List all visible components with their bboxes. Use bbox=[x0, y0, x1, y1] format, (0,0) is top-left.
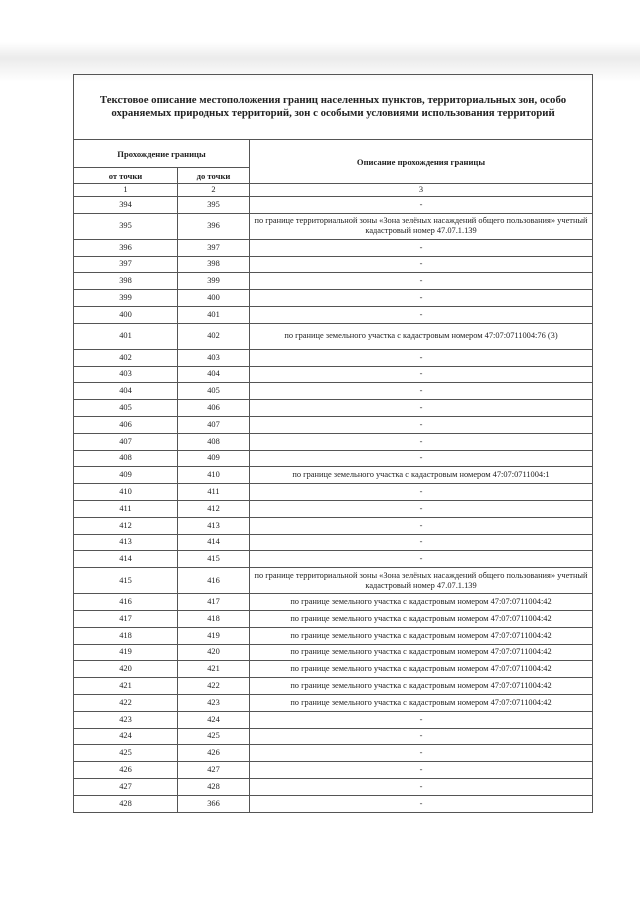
point-to-cell: 414 bbox=[178, 534, 250, 551]
table-row bbox=[74, 762, 593, 779]
point-to-cell: 399 bbox=[178, 273, 250, 290]
point-to-cell: 412 bbox=[178, 500, 250, 517]
table-row bbox=[74, 273, 593, 290]
point-from-cell: 423 bbox=[74, 711, 178, 728]
point-from-cell: 396 bbox=[74, 239, 178, 256]
point-from-cell: 427 bbox=[74, 778, 178, 795]
point-from-cell: 399 bbox=[74, 290, 178, 307]
table-row bbox=[74, 728, 593, 745]
table-row bbox=[74, 383, 593, 400]
table-row bbox=[74, 627, 593, 644]
description-cell: - bbox=[250, 534, 593, 551]
point-to-cell: 416 bbox=[178, 568, 250, 594]
point-from-cell: 420 bbox=[74, 661, 178, 678]
description-cell: по границе территориальной зоны «Зона зелёных насаждений общего пользования» учетный кадастровый номер 47.07.1.139 bbox=[250, 568, 593, 594]
point-from-cell: 403 bbox=[74, 366, 178, 383]
point-from-cell: 406 bbox=[74, 416, 178, 433]
description-cell: - bbox=[250, 711, 593, 728]
description-cell: - bbox=[250, 239, 593, 256]
point-to-cell: 400 bbox=[178, 290, 250, 307]
point-from-cell: 400 bbox=[74, 306, 178, 323]
table-row bbox=[74, 517, 593, 534]
point-to-cell: 426 bbox=[178, 745, 250, 762]
description-cell: по границе земельного участка с кадастровым номером 47:07:0711004:42 bbox=[250, 644, 593, 661]
boundary-description-table bbox=[73, 74, 593, 813]
table-row bbox=[74, 778, 593, 795]
point-to-cell: 396 bbox=[178, 213, 250, 239]
point-from-cell: 418 bbox=[74, 627, 178, 644]
description-cell: - bbox=[250, 745, 593, 762]
point-to-cell: 427 bbox=[178, 762, 250, 779]
point-to-cell: 397 bbox=[178, 239, 250, 256]
point-to-cell: 428 bbox=[178, 778, 250, 795]
table-row bbox=[74, 594, 593, 611]
table-row bbox=[74, 239, 593, 256]
point-to-cell: 402 bbox=[178, 323, 250, 349]
description-cell: - bbox=[250, 517, 593, 534]
point-from-cell: 409 bbox=[74, 467, 178, 484]
table-row bbox=[74, 197, 593, 214]
point-from-cell: 415 bbox=[74, 568, 178, 594]
table-row bbox=[74, 290, 593, 307]
column-number-2: 2 bbox=[178, 184, 250, 197]
table-row bbox=[74, 450, 593, 467]
table-row bbox=[74, 745, 593, 762]
point-from-cell: 402 bbox=[74, 349, 178, 366]
description-cell: - bbox=[250, 306, 593, 323]
point-to-cell: 408 bbox=[178, 433, 250, 450]
point-from-cell: 407 bbox=[74, 433, 178, 450]
description-cell: по границе земельного участка с кадастровым номером 47:07:0711004:42 bbox=[250, 678, 593, 695]
description-cell: - bbox=[250, 416, 593, 433]
table-row bbox=[74, 644, 593, 661]
description-cell: - bbox=[250, 256, 593, 273]
table-row bbox=[74, 433, 593, 450]
point-to-cell: 405 bbox=[178, 383, 250, 400]
description-cell: - bbox=[250, 762, 593, 779]
description-cell: - bbox=[250, 197, 593, 214]
description-cell: - bbox=[250, 795, 593, 812]
description-cell: - bbox=[250, 366, 593, 383]
description-cell: по границе земельного участка с кадастровым номером 47:07:0711004:42 bbox=[250, 627, 593, 644]
point-to-cell: 409 bbox=[178, 450, 250, 467]
point-to-cell: 404 bbox=[178, 366, 250, 383]
description-cell: - bbox=[250, 778, 593, 795]
point-to-cell: 424 bbox=[178, 711, 250, 728]
point-from-cell: 414 bbox=[74, 551, 178, 568]
table-row bbox=[74, 416, 593, 433]
table-row bbox=[74, 256, 593, 273]
description-cell: - bbox=[250, 728, 593, 745]
point-to-cell: 401 bbox=[178, 306, 250, 323]
header-description: Описание прохождения границы bbox=[250, 140, 593, 184]
table-row bbox=[74, 711, 593, 728]
point-from-cell: 425 bbox=[74, 745, 178, 762]
description-cell: - bbox=[250, 273, 593, 290]
description-cell: по границе земельного участка с кадастровым номером 47:07:0711004:76 (3) bbox=[250, 323, 593, 349]
point-to-cell: 411 bbox=[178, 484, 250, 501]
point-from-cell: 421 bbox=[74, 678, 178, 695]
table-row bbox=[74, 694, 593, 711]
column-number-3: 3 bbox=[250, 184, 593, 197]
point-from-cell: 424 bbox=[74, 728, 178, 745]
point-to-cell: 403 bbox=[178, 349, 250, 366]
point-to-cell: 366 bbox=[178, 795, 250, 812]
table-row bbox=[74, 467, 593, 484]
table-row bbox=[74, 366, 593, 383]
table-row bbox=[74, 484, 593, 501]
description-cell: - bbox=[250, 551, 593, 568]
point-from-cell: 426 bbox=[74, 762, 178, 779]
point-from-cell: 394 bbox=[74, 197, 178, 214]
point-from-cell: 395 bbox=[74, 213, 178, 239]
table-row bbox=[74, 323, 593, 349]
point-from-cell: 411 bbox=[74, 500, 178, 517]
point-to-cell: 425 bbox=[178, 728, 250, 745]
point-to-cell: 395 bbox=[178, 197, 250, 214]
point-to-cell: 413 bbox=[178, 517, 250, 534]
point-from-cell: 398 bbox=[74, 273, 178, 290]
description-cell: по границе земельного участка с кадастровым номером 47:07:0711004:1 bbox=[250, 467, 593, 484]
point-from-cell: 401 bbox=[74, 323, 178, 349]
document-title: Текстовое описание местоположения границ населенных пунктов, территориальных зон, особо охраняемых природных территорий, зон с особыми условиями использования территорий bbox=[74, 75, 593, 140]
point-to-cell: 410 bbox=[178, 467, 250, 484]
table-row bbox=[74, 661, 593, 678]
description-cell: - bbox=[250, 290, 593, 307]
description-cell: - bbox=[250, 500, 593, 517]
point-to-cell: 422 bbox=[178, 678, 250, 695]
description-cell: - bbox=[250, 484, 593, 501]
description-cell: - bbox=[250, 400, 593, 417]
table-row bbox=[74, 678, 593, 695]
column-number-1: 1 bbox=[74, 184, 178, 197]
table-row bbox=[74, 400, 593, 417]
description-cell: - bbox=[250, 349, 593, 366]
point-to-cell: 415 bbox=[178, 551, 250, 568]
point-from-cell: 419 bbox=[74, 644, 178, 661]
description-cell: - bbox=[250, 433, 593, 450]
point-to-cell: 406 bbox=[178, 400, 250, 417]
point-from-cell: 410 bbox=[74, 484, 178, 501]
point-to-cell: 407 bbox=[178, 416, 250, 433]
point-to-cell: 420 bbox=[178, 644, 250, 661]
description-cell: - bbox=[250, 383, 593, 400]
point-from-cell: 413 bbox=[74, 534, 178, 551]
description-cell: по границе земельного участка с кадастровым номером 47:07:0711004:42 bbox=[250, 661, 593, 678]
description-cell: - bbox=[250, 450, 593, 467]
description-cell: по границе земельного участка с кадастровым номером 47:07:0711004:42 bbox=[250, 594, 593, 611]
table-row bbox=[74, 610, 593, 627]
table-row bbox=[74, 568, 593, 594]
point-from-cell: 417 bbox=[74, 610, 178, 627]
point-to-cell: 421 bbox=[178, 661, 250, 678]
point-from-cell: 412 bbox=[74, 517, 178, 534]
table-row bbox=[74, 500, 593, 517]
point-from-cell: 422 bbox=[74, 694, 178, 711]
point-from-cell: 397 bbox=[74, 256, 178, 273]
point-to-cell: 398 bbox=[178, 256, 250, 273]
description-cell: по границе территориальной зоны «Зона зелёных насаждений общего пользования» учетный кадастровый номер 47.07.1.139 bbox=[250, 213, 593, 239]
point-to-cell: 417 bbox=[178, 594, 250, 611]
header-to-point: до точки bbox=[178, 168, 250, 184]
table-row bbox=[74, 534, 593, 551]
header-passage: Прохождение границы bbox=[74, 140, 250, 168]
point-from-cell: 408 bbox=[74, 450, 178, 467]
description-cell: по границе земельного участка с кадастровым номером 47:07:0711004:42 bbox=[250, 694, 593, 711]
table-row bbox=[74, 795, 593, 812]
point-from-cell: 405 bbox=[74, 400, 178, 417]
table-row bbox=[74, 551, 593, 568]
table-row bbox=[74, 306, 593, 323]
point-from-cell: 428 bbox=[74, 795, 178, 812]
point-to-cell: 423 bbox=[178, 694, 250, 711]
point-to-cell: 419 bbox=[178, 627, 250, 644]
point-to-cell: 418 bbox=[178, 610, 250, 627]
description-cell: по границе земельного участка с кадастровым номером 47:07:0711004:42 bbox=[250, 610, 593, 627]
table-row bbox=[74, 349, 593, 366]
header-from-point: от точки bbox=[74, 168, 178, 184]
table-row bbox=[74, 213, 593, 239]
point-from-cell: 404 bbox=[74, 383, 178, 400]
point-from-cell: 416 bbox=[74, 594, 178, 611]
